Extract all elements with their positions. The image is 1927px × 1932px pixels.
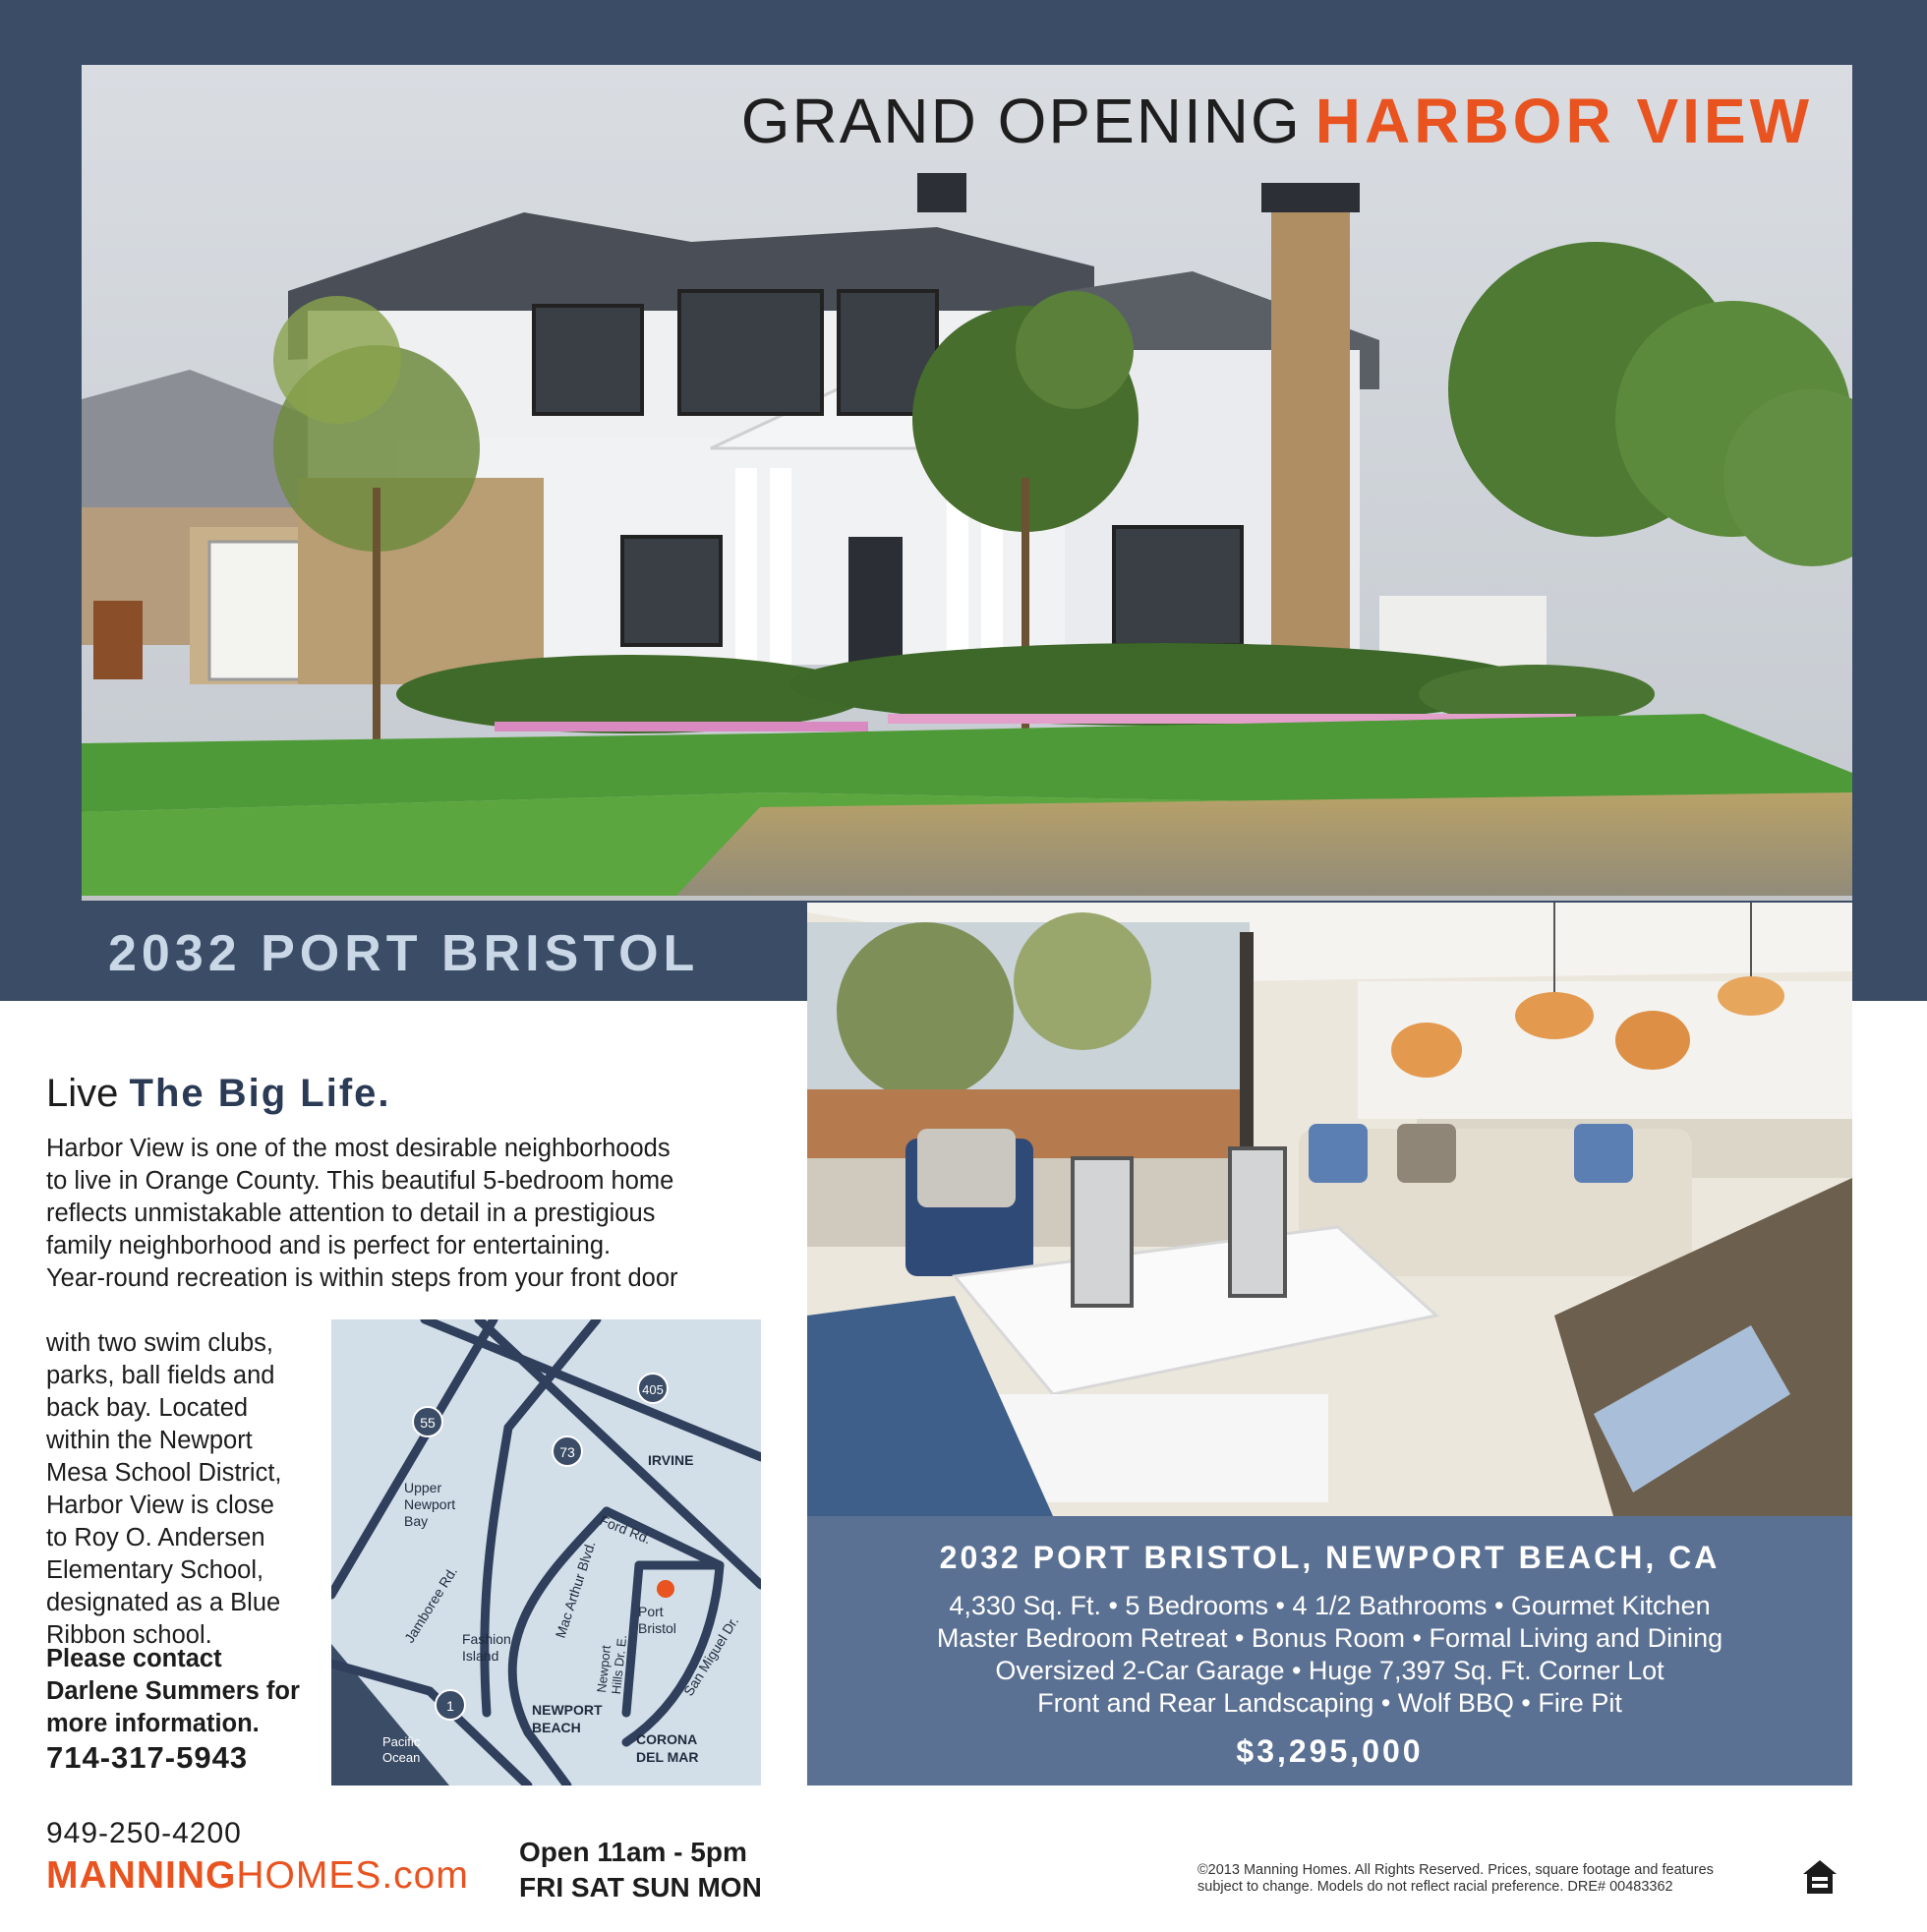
headline-grand-opening: GRAND OPENING [740, 86, 1302, 156]
interior-illustration [807, 903, 1852, 1516]
paragraph-line: Year-round recreation is within steps from your front door [46, 1264, 678, 1292]
paragraph-line: to Roy O. Andersen [46, 1524, 265, 1551]
spec-line: 4,330 Sq. Ft. • 5 Bedrooms • 4 1/2 Bathrooms • Gourmet Kitchen [949, 1591, 1711, 1620]
place-upper-newport-bay: Upper Newport Bay [404, 1480, 456, 1529]
svg-text:405: 405 [642, 1382, 664, 1397]
spec-line: Oversized 2-Car Garage • Huge 7,397 Sq. Ft. Corner Lot [995, 1656, 1664, 1685]
location-map [331, 1319, 761, 1786]
paragraph-line: to live in Orange County. This beautiful 5-bedroom home [46, 1167, 674, 1195]
paragraph-line: within the Newport [46, 1427, 253, 1454]
logo-manning: MANNING [46, 1854, 237, 1897]
street-jamboree-rd: Jamboree Rd. [400, 1563, 461, 1646]
highway-shield [413, 1407, 442, 1436]
legal-line: subject to change. Models do not reflect racial preference. DRE# 00483362 [1197, 1879, 1673, 1895]
paragraph-line: Elementary School, [46, 1556, 264, 1584]
paragraph-line: parks, ball fields and [46, 1362, 275, 1389]
street-newport-hills-dr: Newport Hills Dr. E. [594, 1633, 630, 1695]
contact-line: Please contact [46, 1645, 222, 1672]
hours-days: FRI SAT SUN MON [519, 1872, 762, 1903]
street-san-miguel-dr: San Miguel Dr. [679, 1613, 742, 1699]
paragraph-line: with two swim clubs, [46, 1329, 273, 1357]
highway-shield [638, 1374, 668, 1403]
hero-house-illustration [82, 65, 1852, 901]
map-location-marker-icon [657, 1580, 674, 1598]
intro-paragraph [46, 1133, 734, 1295]
hero-house-photo [82, 65, 1852, 901]
property-price: $3,295,000 [1236, 1733, 1424, 1769]
svg-text:55: 55 [420, 1415, 436, 1431]
spec-line: Front and Rear Landscaping • Wolf BBQ • Fire Pit [1037, 1688, 1622, 1718]
contact-line: Darlene Summers for [46, 1677, 300, 1705]
manning-homes-logo[interactable] [46, 1854, 469, 1898]
contact-info [46, 1643, 321, 1740]
street-macarthur-blvd: Mac Arthur Blvd. [552, 1539, 599, 1640]
highway-shield [553, 1436, 582, 1466]
area-label-irvine: IRVINE [648, 1452, 694, 1468]
svg-text:1: 1 [446, 1698, 454, 1714]
paragraph-line: reflects unmistakable attention to detail in a prestigious [46, 1200, 656, 1227]
property-address-title: 2032 PORT BRISTOL [108, 925, 700, 982]
headline-harbor-view: HARBOR VIEW [1314, 86, 1813, 156]
paragraph-line: back bay. Located [46, 1394, 249, 1422]
paragraph-line: Mesa School District, [46, 1459, 282, 1487]
svg-text:73: 73 [559, 1444, 575, 1460]
contact-line: more information. [46, 1710, 260, 1737]
specs-feature-list [807, 1590, 1852, 1720]
tagline [46, 1072, 391, 1116]
property-specs-box [807, 1516, 1852, 1786]
grand-opening-headline [741, 85, 1813, 157]
paragraph-line: family neighborhood and is perfect for entertaining. [46, 1232, 612, 1259]
office-phone[interactable]: 949-250-4200 [46, 1817, 242, 1849]
tagline-big-life: The Big Life. [129, 1072, 391, 1115]
open-hours [519, 1835, 762, 1905]
place-fashion-island: Fashion Island [462, 1631, 511, 1664]
tagline-live: Live [46, 1072, 119, 1115]
legal-disclaimer [1197, 1862, 1787, 1896]
paragraph-line: designated as a Blue [46, 1589, 281, 1616]
specs-address-title: 2032 PORT BRISTOL, NEWPORT BEACH, CA [939, 1540, 1721, 1575]
interior-living-room-photo [807, 903, 1852, 1516]
highway-shield [436, 1690, 465, 1720]
spec-line: Master Bedroom Retreat • Bonus Room • Formal Living and Dining [936, 1623, 1723, 1653]
area-label-newport-beach: NEWPORT BEACH [532, 1702, 603, 1735]
area-label-corona-del-mar: CORONA DEL MAR [636, 1731, 699, 1765]
street-ford-rd: Ford Rd. [597, 1511, 654, 1548]
intro-paragraph-continued [46, 1327, 312, 1652]
contact-phone[interactable]: 714-317-5943 [46, 1740, 249, 1775]
paragraph-line: Harbor View is close [46, 1492, 274, 1519]
legal-line: ©2013 Manning Homes. All Rights Reserved. Prices, square footage and features [1197, 1862, 1714, 1878]
paragraph-line: Harbor View is one of the most desirable neighborhoods [46, 1135, 671, 1162]
paragraph-line: Ribbon school. [46, 1621, 212, 1649]
place-pacific-ocean: Pacific Ocean [382, 1734, 421, 1765]
place-port-bristol: Port Bristol [638, 1604, 676, 1636]
logo-homes-com: HOMES.com [236, 1854, 469, 1897]
hours-time: Open 11am - 5pm [519, 1837, 747, 1867]
map-graphic [331, 1319, 761, 1786]
equal-housing-icon [1801, 1858, 1839, 1896]
